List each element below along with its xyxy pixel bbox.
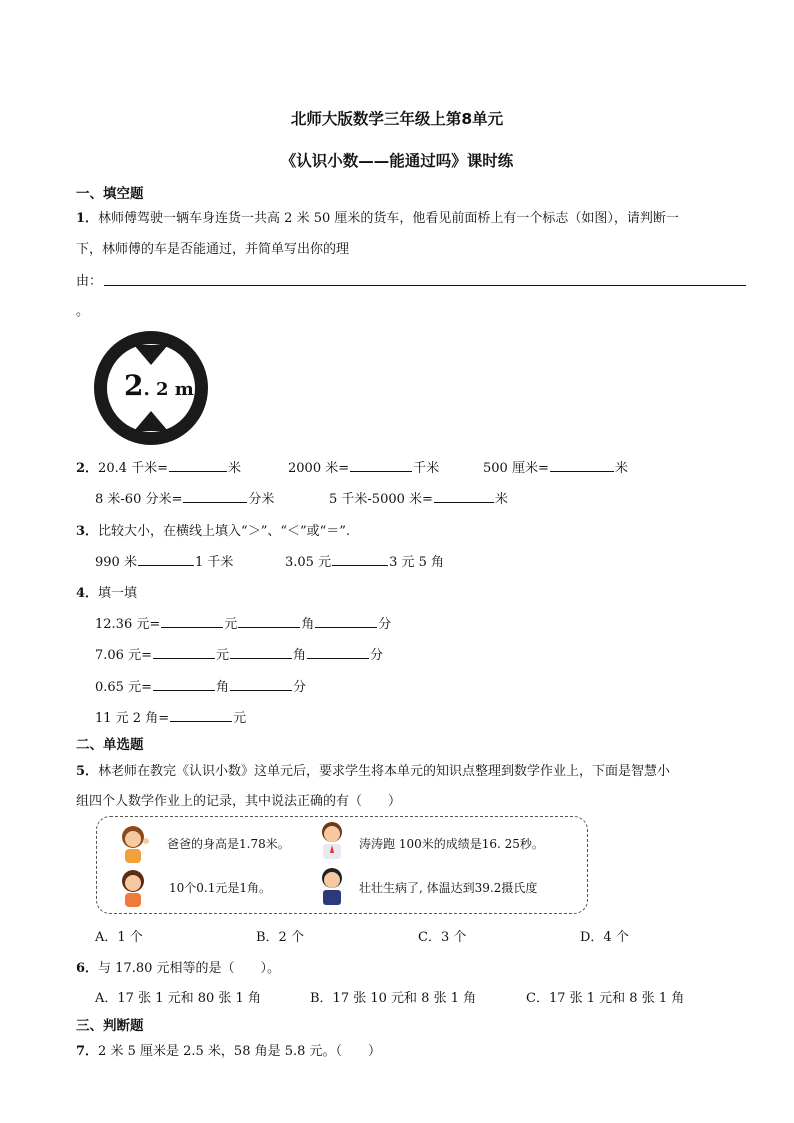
question-4-row-3	[95, 676, 306, 695]
answer-blank[interactable]	[161, 614, 223, 628]
statement-2: 涛涛跑 100米的成绩是16. 25秒。	[359, 837, 544, 851]
sign-label-rest: . 2 m	[143, 379, 194, 400]
answer-blank[interactable]	[169, 458, 227, 472]
unit-yuan: 元	[215, 648, 229, 663]
question-text: 与 17.80 元相等的是（ ）。	[98, 961, 281, 976]
question-number: 2．	[76, 461, 99, 476]
q6-option-b[interactable]: B．17 张 10 元和 8 张 1 角	[310, 991, 477, 1006]
reason-label: 由：	[76, 274, 103, 289]
question-2-row-1	[76, 457, 241, 476]
compare-right: 1 千米	[194, 555, 234, 570]
answer-blank[interactable]	[307, 645, 369, 659]
page-subtitle: 《认识小数——能通过吗》课时练	[280, 152, 514, 170]
q4-item: 11 元 2 角=	[95, 711, 170, 726]
q2-unit: 米	[228, 461, 242, 476]
question-4-row-4	[95, 707, 246, 726]
question-text: 林老师在教完《认识小数》这单元后，要求学生将本单元的知识点整理到数学作业上，下面是智慧小	[98, 764, 671, 779]
answer-blank[interactable]	[230, 677, 292, 691]
question-1-end: 。	[76, 304, 90, 319]
section-single-choice: 二、单选题	[76, 737, 144, 753]
question-4	[76, 582, 137, 601]
boy-avatar-icon-2	[315, 865, 349, 907]
question-2-item-4	[95, 488, 274, 507]
answer-blank[interactable]	[434, 489, 494, 503]
question-text: 比较大小，在横线上填入“＞”、“＜”或“＝”.	[98, 524, 351, 539]
answer-blank[interactable]	[350, 458, 412, 472]
q2-item: 20.4 千米=	[98, 461, 169, 476]
statement-3: 10个0.1元是1角。	[169, 881, 271, 895]
q6-option-c[interactable]: C．17 张 1 元和 8 张 1 角	[526, 991, 685, 1006]
question-7	[76, 1040, 381, 1059]
girl-avatar-icon	[117, 823, 151, 865]
statement-4: 壮壮生病了, 体温达到39.2摄氏度	[359, 881, 538, 895]
answer-blank[interactable]	[153, 677, 215, 691]
question-text: 2 米 5 厘米是 2.5 米，58 角是 5.8 元。（ ）	[98, 1044, 382, 1059]
answer-blank[interactable]	[138, 552, 194, 566]
sign-label	[124, 369, 194, 402]
reason-answer-line[interactable]	[104, 285, 746, 286]
unit-jiao: 角	[293, 648, 307, 663]
q4-item: 12.36 元=	[95, 617, 161, 632]
sign-label-main: 2	[124, 369, 144, 402]
answer-blank[interactable]	[230, 645, 292, 659]
height-limit-sign	[94, 331, 208, 449]
q2-item: 2000 米=	[288, 461, 350, 476]
question-3-compare-b	[285, 551, 444, 570]
question-number: 3．	[76, 524, 99, 539]
answer-blank[interactable]	[315, 614, 377, 628]
compare-left: 990 米	[95, 555, 137, 570]
unit-jiao: 角	[301, 617, 315, 632]
question-5-line-2: 组四个人数学作业上的记录，其中说法正确的有（ ）	[76, 794, 402, 809]
question-text: 填一填	[98, 586, 138, 601]
girl-avatar-icon-2	[117, 867, 151, 909]
q6-option-a[interactable]: A．17 张 1 元和 80 张 1 角	[95, 991, 261, 1006]
compare-left: 3.05 元	[285, 555, 332, 570]
boy-avatar-icon	[315, 819, 349, 861]
question-6	[76, 957, 280, 976]
question-2-item-5	[329, 488, 508, 507]
unit-jiao: 角	[215, 680, 229, 695]
question-number: 7．	[76, 1044, 99, 1059]
question-1-line-1	[76, 207, 679, 226]
answer-blank[interactable]	[153, 645, 215, 659]
q5-option-c[interactable]: C．3 个	[418, 930, 467, 945]
unit-fen: 分	[378, 617, 392, 632]
q2-item: 8 米-60 分米=	[95, 492, 183, 507]
question-number: 1．	[76, 211, 99, 226]
unit-fen: 分	[370, 648, 384, 663]
page-title: 北师大版数学三年级上第8单元	[290, 110, 504, 128]
question-4-row-1	[95, 613, 391, 632]
answer-blank[interactable]	[183, 489, 247, 503]
question-5-line-1	[76, 760, 670, 779]
section-true-false: 三、判断题	[76, 1018, 144, 1034]
q5-option-a[interactable]: A．1 个	[95, 930, 143, 945]
question-4-row-2	[95, 644, 383, 663]
question-number: 6．	[76, 961, 99, 976]
statements-box	[96, 816, 588, 914]
unit-yuan: 元	[224, 617, 238, 632]
question-number: 5．	[76, 764, 99, 779]
question-3-compare-a	[95, 551, 233, 570]
question-text: 林师傅驾驶一辆车身连货一共高 2 米 50 厘米的货车，他看见前面桥上有一个标志（如图），请判断一	[98, 211, 679, 226]
q2-unit: 米	[614, 461, 628, 476]
q5-option-b[interactable]: B．2 个	[256, 930, 304, 945]
statement-1: 爸爸的身高是1.78米。	[167, 837, 290, 851]
answer-blank[interactable]	[332, 552, 388, 566]
unit-yuan: 元	[233, 711, 247, 726]
q2-item: 5 千米-5000 米=	[329, 492, 433, 507]
q2-unit: 米	[494, 492, 508, 507]
question-1-reason	[76, 270, 102, 289]
q2-item: 500 厘米=	[483, 461, 549, 476]
question-3	[76, 520, 350, 539]
question-number: 4．	[76, 586, 99, 601]
q5-option-d[interactable]: D．4 个	[580, 930, 629, 945]
answer-blank[interactable]	[238, 614, 300, 628]
q4-item: 7.06 元=	[95, 648, 152, 663]
q4-item: 0.65 元=	[95, 680, 152, 695]
answer-blank[interactable]	[170, 708, 232, 722]
compare-right: 3 元 5 角	[389, 555, 445, 570]
question-2-item-3	[483, 457, 628, 476]
question-1-line-2: 下，林师傅的车是否能通过，并简单写出你的理	[76, 242, 350, 257]
q2-unit: 分米	[248, 492, 275, 507]
q2-unit: 千米	[413, 461, 440, 476]
answer-blank[interactable]	[550, 458, 614, 472]
unit-fen: 分	[293, 680, 307, 695]
section-fill-in: 一、填空题	[76, 186, 144, 202]
question-2-item-2	[288, 457, 439, 476]
